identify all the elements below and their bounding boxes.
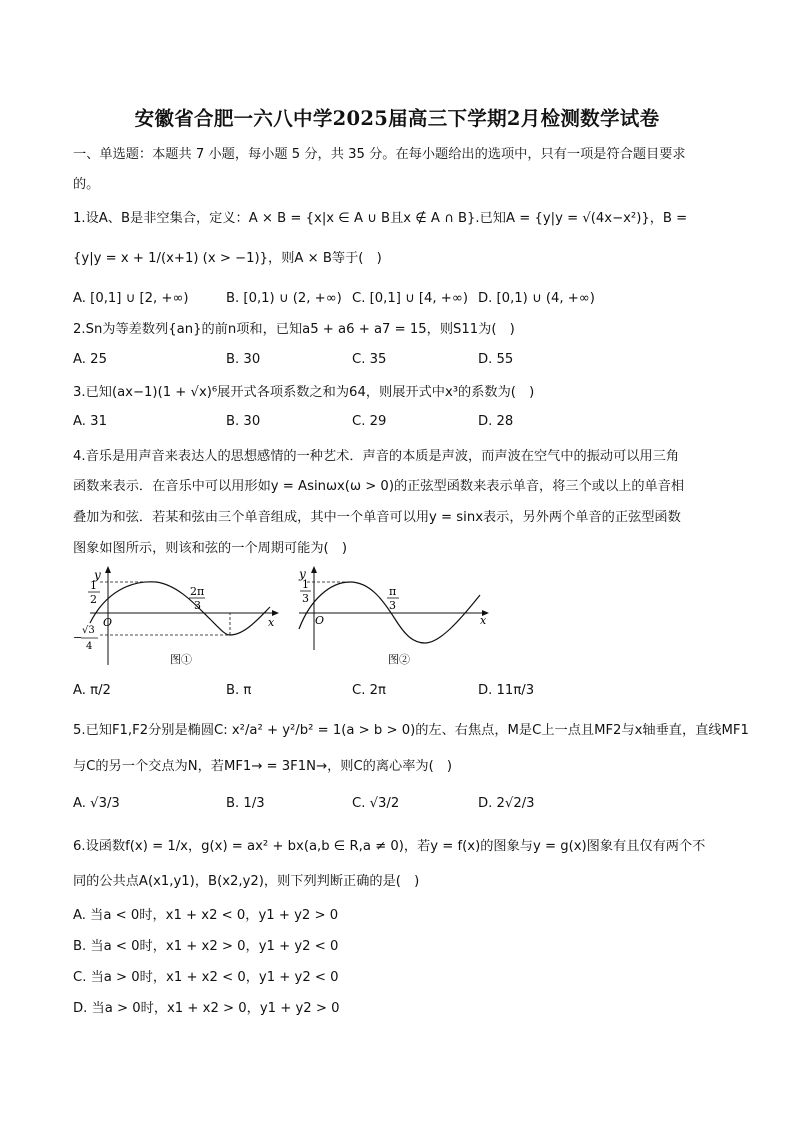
q4-option-a: A. π/2	[73, 683, 111, 698]
fig1-y-arrow-icon	[105, 566, 111, 573]
q4-stem-line3: 叠加为和弦．若某和弦由三个单音组成，其中一个单音可以用y = sinx表示，另外两个单音的正弦型函数	[73, 510, 681, 525]
fig1-peak-den: 3	[194, 599, 201, 612]
fig1-caption: 图①	[170, 653, 192, 666]
q4-stem-line2: 函数来表示．在音乐中可以用形如y = Asinωx(ω > 0)的正弦型函数来表示单音，将三个或以上的单音相	[73, 479, 685, 494]
q1-option-b: B. [0,1) ∪ (2, +∞)	[226, 291, 342, 306]
fig2-y-label: y	[299, 567, 306, 581]
q4-option-c: C. 2π	[352, 683, 386, 698]
fig2-peak-num: π	[389, 585, 397, 598]
q3-option-a: A. 31	[73, 414, 107, 429]
q6-option-c: C. 当a > 0时，x1 + x2 < 0，y1 + y2 < 0	[73, 970, 339, 985]
fig2-caption: 图②	[388, 653, 410, 666]
q3-stem: 3.已知(ax−1)(1 + √x)⁶展开式各项系数之和为64，则展开式中x³的系数为( )	[73, 385, 535, 400]
q6-option-b: B. 当a < 0时，x1 + x2 > 0，y1 + y2 < 0	[73, 939, 339, 954]
q1-stem-line1: 1.设A、B是非空集合，定义：A × B = {x|x ∈ A ∪ B且x ∉ A ∩ B}.已知A = {y|y = √(4x−x²)}，B =	[73, 211, 688, 226]
q4-figure-2	[295, 565, 495, 670]
q5-option-d: D. 2√2/3	[478, 796, 535, 811]
q2-option-d: D. 55	[478, 352, 514, 367]
fig2-origin-label: O	[315, 614, 325, 627]
fig1-top-den: 2	[90, 593, 97, 606]
q5-option-b: B. 1/3	[226, 796, 265, 811]
section-heading-line2: 的。	[73, 177, 100, 192]
q1-option-d: D. [0,1) ∪ (4, +∞)	[478, 291, 595, 306]
fig1-origin-label: O	[103, 616, 113, 629]
q3-option-b: B. 30	[226, 414, 261, 429]
fig1-bottom-den: 4	[86, 641, 93, 652]
fig1-peak-num: 2π	[190, 585, 205, 598]
q2-option-b: B. 30	[226, 352, 261, 367]
q4-stem-line4: 图象如图所示，则该和弦的一个周期可能为( )	[73, 541, 348, 556]
q5-stem-line1: 5.已知F1,F2分别是椭圆C: x²/a² + y²/b² = 1(a > b > 0)的左、右焦点，M是C上一点且MF2与x轴垂直，直线MF1	[73, 723, 749, 738]
q4-option-b: B. π	[226, 683, 252, 698]
q5-option-a: A. √3/3	[73, 796, 120, 811]
q1-stem-line2: {y|y = x + 1/(x+1) (x > −1)}，则A × B等于( )	[73, 251, 382, 266]
fig2-x-label: x	[480, 614, 487, 627]
q5-option-c: C. √3/2	[352, 796, 400, 811]
q4-stem-line1: 4.音乐是用声音来表达人的思想感情的一种艺术．声音的本质是声波，而声波在空气中的振动可以用三角	[73, 449, 680, 464]
fig1-bottom-sign: −	[73, 631, 83, 644]
fig1-curve	[90, 582, 270, 635]
fig1-top-num: 1	[90, 579, 97, 592]
fig1-bottom-num: √3	[82, 625, 95, 636]
fig2-peak-den: 3	[389, 599, 396, 612]
q4-figure-1	[70, 565, 285, 670]
q5-stem-line2: 与C的另一个交点为N，若MF1→ = 3F1N→，则C的离心率为( )	[73, 759, 453, 774]
fig2-top-den: 3	[302, 592, 309, 605]
q6-option-d: D. 当a > 0时，x1 + x2 > 0，y1 + y2 > 0	[73, 1001, 340, 1016]
fig1-y-label: y	[94, 568, 101, 582]
q3-option-c: C. 29	[352, 414, 387, 429]
q3-option-d: D. 28	[478, 414, 514, 429]
q2-stem: 2.Sn为等差数列{an}的前n项和，已知a5 + a6 + a7 = 15，则S11为( )	[73, 322, 515, 337]
section-heading-line1: 一、单选题：本题共 7 小题，每小题 5 分，共 35 分。在每小题给出的选项中，只有一项是符合题目要求	[73, 147, 686, 162]
q1-option-a: A. [0,1] ∪ [2, +∞)	[73, 291, 189, 306]
q6-option-a: A. 当a < 0时，x1 + x2 < 0，y1 + y2 > 0	[73, 908, 339, 923]
q1-option-c: C. [0,1] ∪ [4, +∞)	[352, 291, 468, 306]
q2-option-c: C. 35	[352, 352, 387, 367]
fig2-y-arrow-icon	[311, 566, 317, 573]
q6-stem-line2: 同的公共点A(x1,y1)，B(x2,y2)，则下列判断正确的是( )	[73, 874, 420, 889]
fig2-top-num: 1	[302, 578, 309, 591]
page-title: 安徽省合肥一六八中学2025届高三下学期2月检测数学试卷	[134, 107, 660, 130]
fig1-x-label: x	[268, 616, 275, 629]
q4-option-d: D. 11π/3	[478, 683, 535, 698]
q6-stem-line1: 6.设函数f(x) = 1/x，g(x) = ax² + bx(a,b ∈ R,a ≠ 0)，若y = f(x)的图象与y = g(x)图象有且仅有两个不	[73, 839, 706, 854]
q2-option-a: A. 25	[73, 352, 107, 367]
